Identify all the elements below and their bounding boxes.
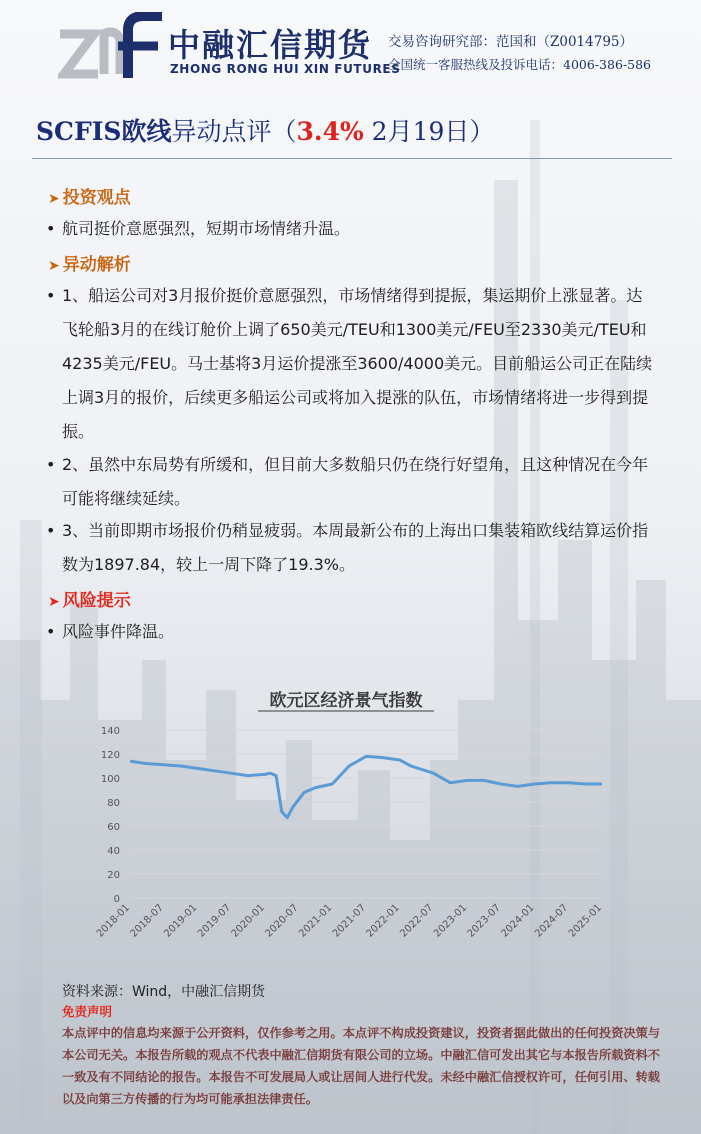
x-tick-label: 2023-07	[465, 902, 503, 940]
arrow-right-icon: ➤	[48, 594, 60, 610]
section-heading-label: 投资观点	[62, 188, 131, 208]
page-title	[36, 112, 494, 148]
x-tick-label: 2020-01	[229, 902, 267, 940]
bullet-icon: •	[46, 219, 56, 238]
list-item	[46, 514, 656, 582]
y-tick-label: 40	[107, 846, 120, 857]
x-tick-label: 2018-07	[128, 902, 166, 940]
list-item	[46, 212, 656, 246]
bullet-icon: •	[46, 286, 56, 305]
section-heading-risk	[48, 586, 131, 611]
x-tick-label: 2022-07	[398, 902, 436, 940]
x-tick-label: 2019-01	[162, 902, 200, 940]
y-tick-label: 0	[113, 894, 120, 905]
company-logo-icon	[58, 12, 166, 82]
disclaimer-body: 本点评中的信息均来源于公开资料，仅作参考之用。本点评不构成投资建议，投资者据此做出的任何投资决策与本公司无关。本报告所载的观点不代表中融汇信期货有限公司的立场。中融汇信可发出其它与本报告所载资料不一致及有不同结论的报告。本报告不可发展局人或让居间人进行代发。未经中融汇信授权许可，任何引用、转载以及向第三方传播的行为均可能承担法律责任。	[62, 1026, 660, 1106]
list-item	[46, 448, 656, 516]
list-item	[46, 279, 656, 449]
x-tick-label: 2021-01	[297, 902, 335, 940]
y-tick-label: 120	[100, 750, 120, 761]
list-item	[46, 615, 656, 649]
title-main: SCFIS欧线	[36, 117, 172, 146]
list-item-text: 1、船运公司对3月报价挺价意愿强烈，市场情绪得到提振，集运期价上涨显著。达飞轮船3月的在线订舱价上调了650美元/TEU和1300美元/FEU至2330美元/TEU和4235美元/FEU。马士基将3月运价提涨至3600/4000美元。目前船运公司正在陆续上调3月的报价，后续更多船运公司或将加入提涨的队伍，市场情绪将进一步得到提振。	[62, 286, 653, 441]
chart-title: 欧元区经济景气指数	[269, 691, 423, 711]
series-line	[130, 756, 602, 817]
bullet-icon: •	[46, 455, 56, 474]
x-tick-label: 2018-01	[94, 902, 133, 940]
x-tick-label: 2020-07	[263, 902, 301, 940]
x-tick-label: 2021-07	[330, 902, 369, 940]
y-tick-label: 20	[107, 870, 120, 881]
y-tick-label: 100	[100, 774, 120, 785]
title-paren: （	[271, 117, 297, 146]
economic-sentiment-chart	[82, 682, 622, 972]
section-heading-label: 异动解析	[62, 255, 131, 275]
y-tick-label: 80	[107, 798, 120, 809]
header	[0, 0, 701, 100]
disclaimer-title: 免责声明	[62, 1004, 113, 1019]
x-tick-label: 2023-01	[431, 902, 470, 940]
title-sub: 异动点评	[171, 117, 272, 146]
title-divider	[32, 158, 672, 159]
x-tick-label: 2024-07	[533, 902, 571, 940]
x-tick-label: 2022-01	[364, 902, 402, 940]
x-tick-label: 2019-07	[195, 902, 234, 940]
x-tick-label: 2025-01	[566, 902, 605, 940]
bullet-icon: •	[46, 622, 56, 641]
list-item-text: 航司挺价意愿强烈，短期市场情绪升温。	[62, 219, 351, 238]
list-item-text: 2、虽然中东局势有所缓和，但目前大多数船只仍在绕行好望角，且这种情况在今年可能将继续延续。	[62, 455, 649, 508]
section-heading-label: 风险提示	[62, 591, 131, 611]
arrow-right-icon: ➤	[48, 258, 60, 274]
section-heading-view	[48, 183, 131, 208]
data-source: 资料来源：Wind，中融汇信期货	[62, 984, 266, 1000]
logo-chinese-name: 中融汇信期货	[168, 26, 373, 64]
research-contact: 交易咨询研究部：范国和（Z0014795）	[388, 34, 634, 50]
logo-english-name: ZHONG RONG HUI XIN FUTURES	[170, 62, 401, 76]
x-tick-label: 2024-01	[499, 902, 537, 940]
arrow-right-icon: ➤	[48, 191, 60, 207]
section-heading-analysis	[48, 250, 131, 275]
y-tick-label: 140	[100, 726, 120, 737]
list-item-text: 风险事件降温。	[62, 622, 175, 641]
hotline-contact: 全国统一客服热线及投诉电话：4006-386-586	[388, 57, 651, 72]
list-item-text: 3、当前即期市场报价仍稍显疲弱。本周最新公布的上海出口集装箱欧线结算运价指数为1897.84，较上一周下降了19.3%。	[62, 521, 649, 574]
title-date: 2月19日）	[363, 117, 495, 146]
y-tick-label: 60	[107, 822, 120, 833]
bullet-icon: •	[46, 521, 56, 540]
title-value: 3.4%	[296, 117, 364, 146]
